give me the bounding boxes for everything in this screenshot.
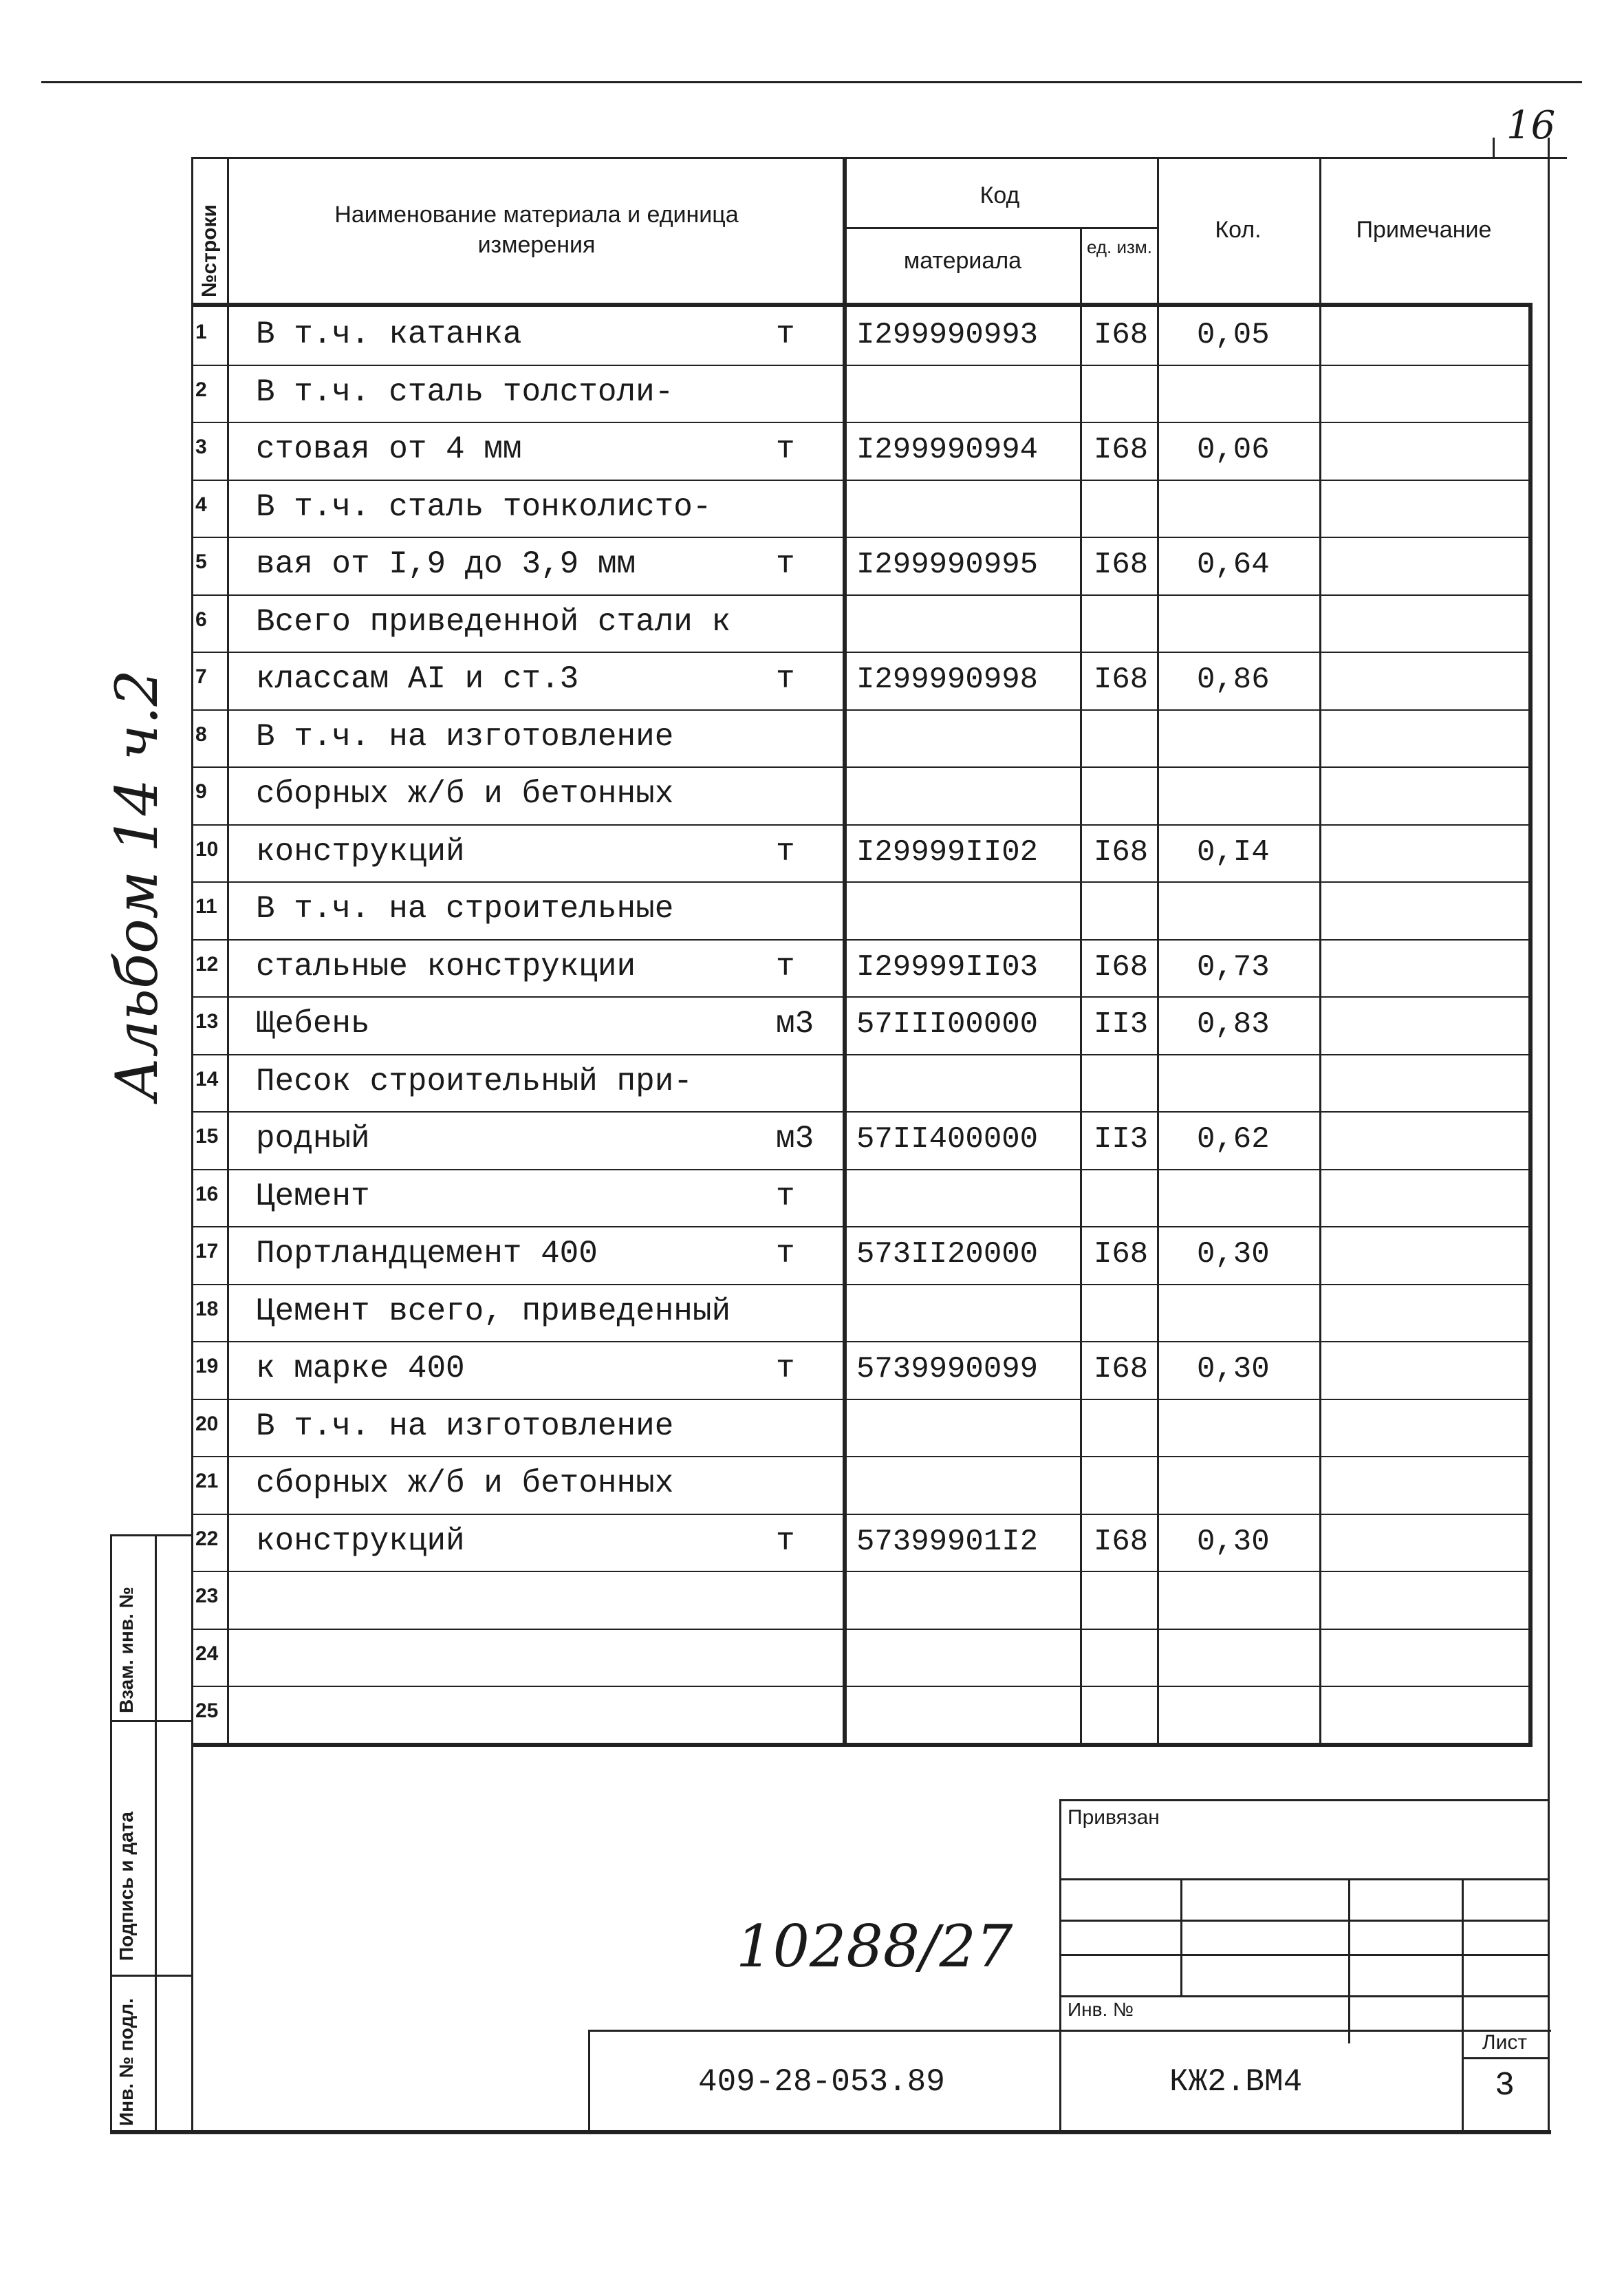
material-name: В т.ч. сталь тонколисто-: [256, 489, 712, 525]
podpis-label: Подпись и дата: [116, 1812, 137, 1961]
quantity: 0,30: [1197, 1237, 1270, 1271]
row-number: 2: [195, 378, 207, 401]
row-divider: [191, 996, 1533, 998]
material-name: сборных ж/б и бетонных: [256, 1466, 674, 1501]
row-number: 7: [195, 665, 207, 688]
material-name: Щебень: [256, 1006, 370, 1042]
col-note: [1319, 157, 1321, 1743]
name-header: Наименование материала и единица измерения: [334, 202, 739, 258]
row-divider: [191, 1226, 1533, 1227]
side-stamp-line-1: [110, 1720, 191, 1722]
handwritten-number: 10288/27: [736, 1913, 1013, 1980]
quantity: 0,I4: [1197, 835, 1270, 870]
album-note: Альбом 14 ч.2: [103, 669, 171, 1101]
row-number: 11: [195, 895, 217, 918]
side-stamp-line-2: [110, 1975, 191, 1977]
row-divider: [191, 537, 1533, 538]
row-divider: [191, 1514, 1533, 1515]
material-name: к марке 400: [256, 1351, 465, 1386]
unit-code: I68: [1094, 950, 1149, 985]
row-divider: [191, 1456, 1533, 1457]
row-divider: [191, 480, 1533, 481]
row-number: 17: [195, 1240, 219, 1263]
qty-header: Кол.: [1215, 217, 1262, 243]
row-number: 9: [195, 780, 207, 803]
material-name: В т.ч. катанка: [256, 316, 522, 352]
row-divider: [191, 365, 1533, 366]
unit-text: м3: [776, 1121, 814, 1157]
inv-no-label: Инв. №: [1068, 1999, 1134, 2020]
vzam-label: Взам. инв. №: [116, 1587, 137, 1713]
row-divider: [191, 1571, 1533, 1572]
material-code: I29999II02: [856, 835, 1039, 870]
material-name: стовая от 4 мм: [256, 431, 522, 467]
rownum-label: №строки: [198, 204, 221, 297]
row-divider: [191, 709, 1533, 711]
title-block-top: [588, 2030, 1551, 2032]
stamp-hline-5: [1059, 1995, 1548, 1997]
row-divider: [191, 1284, 1533, 1285]
unit-text: т: [776, 661, 795, 697]
material-code: 57399901I2: [856, 1525, 1039, 1559]
quantity: 0,83: [1197, 1007, 1270, 1042]
material-code: I29999II03: [856, 950, 1039, 985]
unit-code: I68: [1094, 548, 1149, 582]
unit-code: I68: [1094, 433, 1149, 467]
frame-bottom: [110, 2130, 1551, 2134]
col-rownum: [227, 157, 229, 1743]
doc-mark: КЖ2.ВМ4: [1169, 2064, 1303, 2100]
unit-text: т: [776, 1523, 795, 1559]
row-divider: [191, 824, 1533, 826]
material-code: 57III00000: [856, 1007, 1039, 1042]
quantity: 0,73: [1197, 950, 1270, 985]
row-number: 16: [195, 1183, 219, 1205]
quantity: 0,64: [1197, 548, 1270, 582]
unit-code: I68: [1094, 318, 1149, 352]
row-divider: [191, 1111, 1533, 1113]
material-name: В т.ч. на изготовление: [256, 719, 674, 755]
material-name: конструкций: [256, 1523, 465, 1559]
material-name: Портландцемент 400: [256, 1236, 598, 1271]
material-name: сборных ж/б и бетонных: [256, 776, 674, 812]
doc-code: 409-28-053.89: [698, 2064, 945, 2100]
sheet-split: [1462, 2057, 1548, 2059]
row-number: 15: [195, 1125, 219, 1148]
unit-code: I68: [1094, 1525, 1149, 1559]
material-name: Песок строительный при-: [256, 1064, 693, 1099]
header-bottom: [191, 303, 1533, 307]
material-code: I299990995: [856, 548, 1039, 582]
unit-text: т: [776, 1179, 795, 1214]
page-mark-box: [1493, 138, 1495, 158]
row-divider: [191, 881, 1533, 883]
inv-podl-label: Инв. № подл.: [116, 1998, 137, 2126]
material-name: В т.ч. на изготовление: [256, 1408, 674, 1444]
col-code: [843, 157, 847, 1743]
col-ucode: [1080, 227, 1082, 1743]
side-stamp-top: [110, 1534, 191, 1536]
material-name: конструкций: [256, 834, 465, 870]
privyazan-label: Привязан: [1068, 1806, 1160, 1829]
unit-text: т: [776, 316, 795, 352]
material-header: материала: [903, 248, 1022, 274]
quantity: 0,06: [1197, 433, 1270, 467]
frame-right: [1548, 138, 1550, 2133]
unit-code: II3: [1094, 1007, 1149, 1042]
material-name: Всего приведенной стали к: [256, 604, 731, 640]
unit-code: II3: [1094, 1122, 1149, 1157]
stamp-vline-2: [1180, 1878, 1182, 1995]
stamp-hline-1: [1059, 1799, 1548, 1801]
row-number: 25: [195, 1699, 219, 1722]
unit-code: I68: [1094, 663, 1149, 697]
row-divider: [191, 1054, 1533, 1055]
title-block-left: [588, 2030, 590, 2133]
unit-code: I68: [1094, 835, 1149, 870]
quantity: 0,05: [1197, 318, 1270, 352]
row-number: 19: [195, 1355, 219, 1377]
sheet-number: 3: [1495, 2068, 1515, 2105]
material-code: 5739990099: [856, 1352, 1039, 1386]
row-number: 21: [195, 1470, 219, 1492]
unit-header: ед. изм.: [1086, 237, 1153, 257]
row-number: 18: [195, 1298, 219, 1320]
material-name: Цемент всего, приведенный: [256, 1293, 731, 1329]
row-divider: [191, 939, 1533, 941]
material-name: родный: [256, 1121, 370, 1157]
col-qty: [1157, 157, 1159, 1743]
row-divider: [191, 1686, 1533, 1687]
row-number: 3: [195, 436, 207, 458]
code-header: Код: [979, 182, 1020, 208]
stamp-hline-4: [1059, 1954, 1548, 1956]
row-divider: [191, 1399, 1533, 1400]
row-number: 13: [195, 1010, 219, 1033]
row-divider: [191, 766, 1533, 768]
unit-text: т: [776, 431, 795, 467]
unit-text: т: [776, 834, 795, 870]
top-border: [41, 81, 1582, 83]
col-end: [1528, 303, 1533, 1743]
unit-text: т: [776, 1351, 795, 1386]
row-divider: [191, 1341, 1533, 1342]
note-header: Примечание: [1356, 217, 1492, 243]
material-name: В т.ч. на строительные: [256, 891, 674, 927]
unit-code: I68: [1094, 1352, 1149, 1386]
row-divider: [191, 1169, 1533, 1170]
material-name: классам AI и ст.3: [256, 661, 579, 697]
material-code: 57II400000: [856, 1122, 1039, 1157]
unit-text: т: [776, 546, 795, 582]
unit-code: I68: [1094, 1237, 1149, 1271]
row-divider: [191, 1629, 1533, 1630]
side-stamp-left: [110, 1534, 112, 2133]
row-number: 23: [195, 1585, 219, 1607]
stamp-vline-3: [1348, 1878, 1350, 2043]
row-number: 20: [195, 1413, 219, 1435]
row-divider: [191, 422, 1533, 423]
row-number: 10: [195, 838, 219, 861]
quantity: 0,30: [1197, 1525, 1270, 1559]
stamp-hline-2: [1059, 1878, 1548, 1880]
unit-text: т: [776, 1236, 795, 1271]
row-number: 5: [195, 550, 207, 573]
frame-left: [191, 157, 193, 2132]
page-mark: 16: [1506, 103, 1556, 148]
table-bottom: [191, 1743, 1533, 1747]
material-code: I299990993: [856, 318, 1039, 352]
row-divider: [191, 652, 1533, 653]
row-divider: [191, 594, 1533, 596]
material-code: 573II20000: [856, 1237, 1039, 1271]
frame-top: [191, 157, 1567, 159]
quantity: 0,30: [1197, 1352, 1270, 1386]
stamp-vline-4: [1462, 1878, 1464, 2133]
row-number: 14: [195, 1068, 219, 1091]
stamp-hline-3: [1059, 1920, 1548, 1922]
row-number: 8: [195, 723, 207, 746]
header-code-split: [843, 227, 1157, 229]
material-code: I299990998: [856, 663, 1039, 697]
unit-text: м3: [776, 1006, 814, 1042]
row-number: 22: [195, 1527, 219, 1550]
quantity: 0,62: [1197, 1122, 1270, 1157]
row-number: 24: [195, 1642, 219, 1665]
unit-text: т: [776, 949, 795, 985]
sheet-label: Лист: [1482, 2031, 1528, 2054]
material-name: Цемент: [256, 1179, 370, 1214]
row-number: 6: [195, 608, 207, 631]
material-name: В т.ч. сталь толстоли-: [256, 374, 674, 410]
material-name: стальные конструкции: [256, 949, 636, 985]
material-code: I299990994: [856, 433, 1039, 467]
stamp-vline-1: [1059, 1799, 1061, 2133]
quantity: 0,86: [1197, 663, 1270, 697]
row-number: 1: [195, 321, 207, 343]
row-number: 12: [195, 953, 219, 976]
side-stamp-right: [155, 1534, 157, 2133]
material-name: вая от I,9 до 3,9 мм: [256, 546, 636, 582]
row-number: 4: [195, 493, 207, 516]
